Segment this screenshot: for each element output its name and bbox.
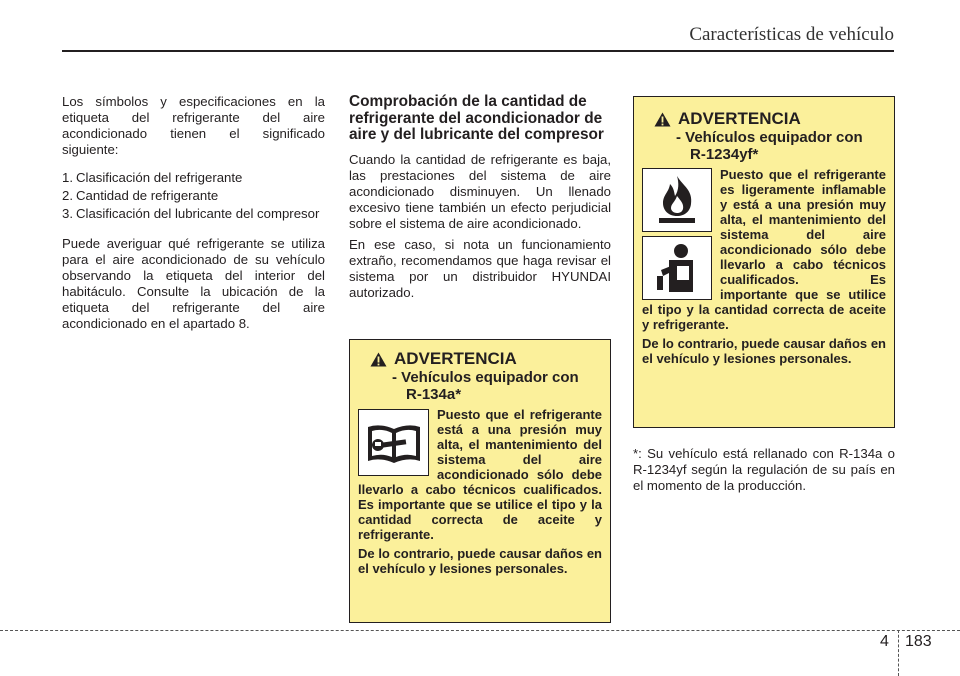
warning-subtitle: - Vehículos equipador con: [392, 369, 579, 386]
warning-header: [358, 349, 602, 369]
warning-triangle-icon: [654, 112, 671, 127]
list-item: 2. Cantidad de refrigerante: [62, 188, 219, 203]
warning-consequence: De lo contrario, puede causar daños en el vehículo y lesiones personales.: [358, 546, 602, 576]
warning-box-r134a: [349, 339, 611, 623]
list-item: 3. Clasificación del lubricante del compresor: [62, 206, 320, 221]
location-paragraph: Puede averiguar qué refrigerante se utiliza para el aire acondicionado de su vehículo observando la etiqueta del interior del habitáculo. Consulte la ubicación de la etiqueta del refrigerante del aire acondicionado en el apartado 8.: [62, 236, 325, 331]
check-heading: Comprobación de la cantidad de refrigerante del acondicionador de aire y del lubricante del compresor: [349, 93, 604, 143]
wrench-book-icon: [358, 409, 429, 476]
intro-paragraph: Los símbolos y especificaciones en la etiqueta del refrigerante del aire acondicionado tienen el significado siguiente:: [62, 94, 325, 157]
warning-body: Puesto que el refrigerante es ligeramente inflamable y está a una presión muy alta, el mantenimiento del sistema del aire acondicionado sólo debe llevarlo a cabo técnicos cualificados. Es importante que se utilice el tipo y la cantidad correcta de aceite y refrigerante.: [642, 167, 886, 332]
left-column: [62, 94, 325, 346]
warning-triangle-icon: [370, 352, 387, 367]
warning-subtitle: - Vehículos equipador con: [676, 129, 863, 146]
warning-title: ADVERTENCIA: [394, 349, 517, 368]
flame-icon: [642, 168, 712, 232]
check-paragraph-1: Cuando la cantidad de refrigerante es baja, las prestaciones del sistema de aire acondicionado disminuyen. Un llenado excesivo tiene también un efecto perjudicial sobre el sistema de aire acondicionado.: [349, 151, 611, 231]
warning-body: Puesto que el refrigerante está a una presión muy alta, el mantenimiento del sistema del aire acondicionado sólo debe llevarlo a cabo técnicos cualificados. Es importante que se utilice el tipo y la cantidad correcta de aceite y refrigerante.: [358, 407, 602, 542]
technician-icon: [642, 236, 712, 300]
footer-rule: [0, 630, 960, 631]
label-spec-list: [62, 170, 325, 222]
footer-divider: [898, 630, 899, 676]
warning-consequence: De lo contrario, puede causar daños en el vehículo y lesiones personales.: [642, 336, 886, 366]
list-item: 1. Clasificación del refrigerante: [62, 170, 243, 185]
chapter-number: 4: [880, 633, 889, 650]
section-title: Características de vehículo: [689, 24, 894, 45]
warning-subtitle-refrigerant: R-134a*: [406, 386, 462, 403]
middle-column: [349, 94, 611, 306]
warning-header: [642, 109, 886, 129]
check-paragraph-2: En ese caso, si nota un funcionamiento extraño, recomendamos que haga revisar el sistema por un distribuidor HYUNDAI autorizado.: [349, 236, 611, 300]
refrigerant-footnote: *: Su vehículo está rellanado con R-134a o R-1234yf según la regulación de su país en el momento de la producción.: [633, 446, 895, 493]
warning-title: ADVERTENCIA: [678, 109, 801, 128]
page-number: 183: [905, 633, 932, 650]
warning-box-r1234yf: [633, 96, 895, 428]
header-rule: [62, 50, 894, 52]
warning-subtitle-refrigerant: R-1234yf*: [690, 146, 759, 163]
